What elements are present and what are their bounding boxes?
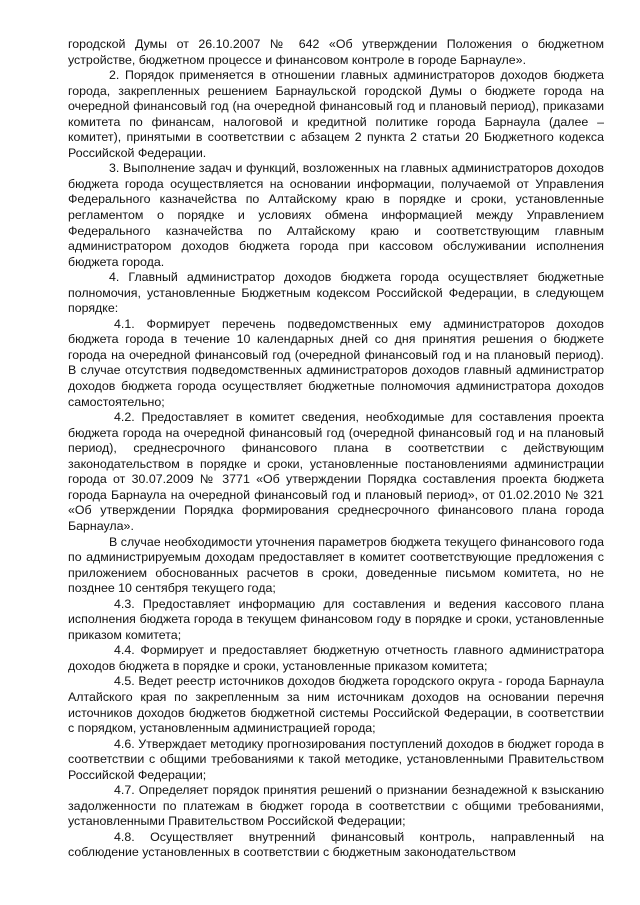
paragraph-4-2: 4.2. Предоставляет в комитет сведения, необходимые для составления проекта бюджета города на очередной финансовый год (очередной финансовый год и на плановый период), среднесрочного финансового плана в соответствии с действующим законодательством в порядке и сроки, установленные постановлениями администрации города от 30.07.2009 № 3771 «Об утверждении Порядка составления проекта бюджета города Барнаула на очередной финансовый год и плановый период», от 01.02.2010 № 321 «Об утверждении Порядка формирования среднесрочного финансового плана города Барнаула». — [68, 410, 604, 533]
paragraph-4-3: 4.3. Предоставляет информацию для составления и ведения кассового плана исполнения бюджета города в текущем финансовом году в порядке и сроки, установленные приказом комитета; — [68, 596, 604, 642]
paragraph-4-5: 4.5. Ведет реестр источников доходов бюджета городского округа - города Барнаула Алтайского края по закрепленным за ним источникам доходов на основании перечня источников доходов бюджетов бюджетной системы Российской Федерации, в соответствии с порядком, установленным администрацией города; — [68, 674, 604, 736]
paragraph-continuation: городской Думы от 26.10.2007 № 642 «Об утверждении Положения о бюджетном устройстве, бюджетном процессе и финансовом контроле в городе Барнауле». — [68, 37, 604, 67]
paragraph-4-7: 4.7. Определяет порядок принятия решений о признании безнадежной к взысканию задолженности по платежам в бюджет города в соответствии с общими требованиями, установленными Правительством Российской Федерации; — [68, 783, 604, 829]
paragraph-2: 2. Порядок применяется в отношении главных администраторов доходов бюджета города, закрепленных решением Барнаульской городской Думы о бюджете города на очередной финансовый год (на очередной финансовый год и плановый период), приказами комитета по финансам, налоговой и кредитной политике города Барнаула (далее – комитет), принятыми в соответствии с абзацем 2 пункта 2 статьи 20 Бюджетного кодекса Российской Федерации. — [68, 68, 604, 160]
paragraph-4-6: 4.6. Утверждает методику прогнозирования поступлений доходов в бюджет города в соответствии с общими требованиями к такой методике, установленными Правительством Российской Федерации; — [68, 736, 604, 782]
paragraph-4: 4. Главный администратор доходов бюджета города осуществляет бюджетные полномочия, установленные Бюджетным кодексом Российской Федерации, в следующем порядке: — [68, 270, 604, 316]
paragraph-4-1: 4.1. Формирует перечень подведомственных ему администраторов доходов бюджета города в течение 10 календарных дней со дня принятия решения о бюджете города на очередной финансовый год (очередной финансовый год и на плановый период). В случае отсутствия подведомственных администраторов доходов главный администратор доходов бюджета города осуществляет бюджетные полномочия администратора доходов самостоятельно; — [68, 316, 604, 409]
paragraph-3: 3. Выполнение задач и функций, возложенных на главных администраторов доходов бюджета города осуществляется на основании информации, получаемой от Управления Федерального казначейства по Алтайскому краю в порядке и сроки, установленные регламентом о порядке и условиях обмена информацией между Управлением Федерального казначейства по Алтайскому краю и соответствующим главным администратором доходов бюджета города при кассовом обслуживании исполнения бюджета города. — [68, 161, 604, 269]
paragraph-4-4: 4.4. Формирует и предоставляет бюджетную отчетность главного администратора доходов бюджета в порядке и сроки, установленные приказом комитета; — [68, 643, 604, 673]
paragraph-4-2-note: В случае необходимости уточнения параметров бюджета текущего финансового года по администрируемым доходам предоставляет в комитет соответствующие предложения с приложением обоснованных расчетов в сроки, доведенные письмом комитета, но не позднее 10 сентября текущего года; — [68, 534, 604, 596]
paragraph-4-8: 4.8. Осуществляет внутренний финансовый контроль, направленный на соблюдение установленных в соответствии с бюджетным законодательством — [68, 829, 604, 860]
